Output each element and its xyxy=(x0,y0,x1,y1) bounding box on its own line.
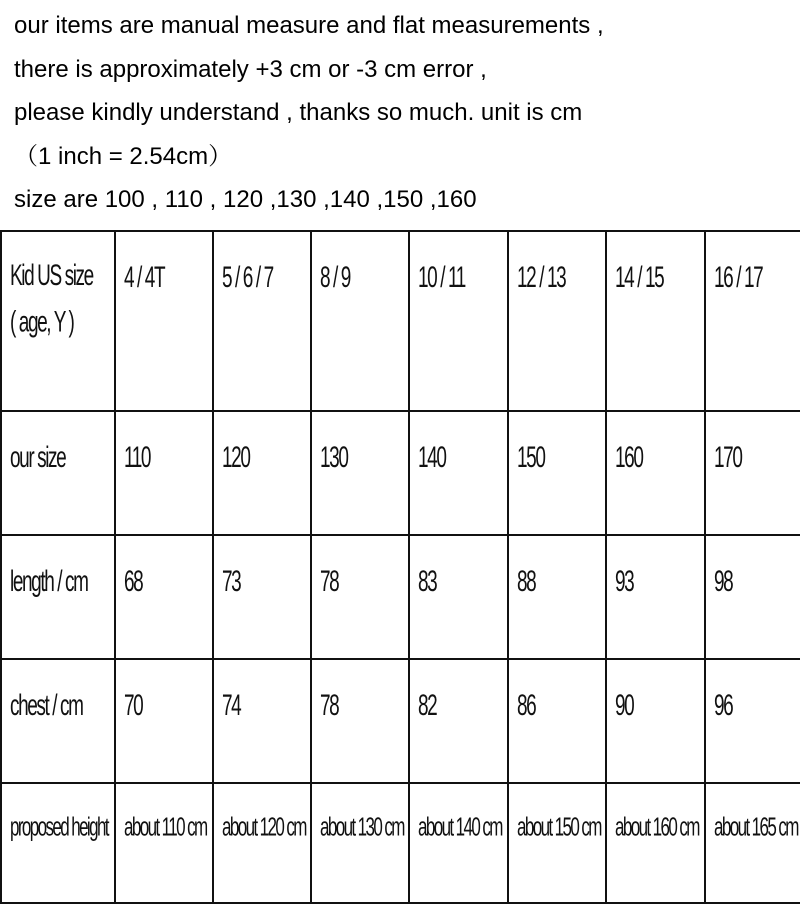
table-cell xyxy=(115,783,213,903)
table-cell xyxy=(311,659,409,783)
table-cell xyxy=(606,411,705,535)
row-label-cell xyxy=(1,535,115,659)
header-size-text: 8 / 9 xyxy=(320,262,350,295)
cell-value: 120 xyxy=(222,442,250,475)
table-cell xyxy=(115,659,213,783)
header-size-text: 16 / 17 xyxy=(714,262,763,295)
row-label-cell xyxy=(1,783,115,903)
table-cell xyxy=(115,411,213,535)
cell-value: 78 xyxy=(320,566,339,599)
cell-value: about 160 cm xyxy=(615,812,699,842)
cell-value: 82 xyxy=(418,690,437,723)
table-cell xyxy=(311,535,409,659)
header-size-text: 10 / 11 xyxy=(418,262,465,295)
row-label: length / cm xyxy=(10,566,88,599)
header-cell-size xyxy=(213,231,311,411)
table-cell xyxy=(508,411,606,535)
table-cell xyxy=(409,411,508,535)
table-cell xyxy=(508,535,606,659)
cell-value: about 140 cm xyxy=(418,812,502,842)
header-size-text: 4 / 4T xyxy=(124,262,165,295)
cell-value: about 150 cm xyxy=(517,812,601,842)
table-row-proposed-height xyxy=(1,783,800,903)
header-size-text: 12 / 13 xyxy=(517,262,566,295)
cell-value: 110 xyxy=(124,442,151,475)
header-cell-size xyxy=(705,231,800,411)
header-cell-size xyxy=(508,231,606,411)
header-cell-size xyxy=(606,231,705,411)
cell-value: about 120 cm xyxy=(222,812,306,842)
cell-value: 93 xyxy=(615,566,634,599)
table-cell xyxy=(508,783,606,903)
note-line-error-margin: there is approximately +3 cm or -3 cm error , xyxy=(14,55,487,83)
table-cell xyxy=(705,411,800,535)
cell-value: 86 xyxy=(517,690,536,723)
cell-value: 74 xyxy=(222,690,241,723)
table-cell xyxy=(606,783,705,903)
table-row-length xyxy=(1,535,800,659)
note-line-inch-conversion: （1 inch = 2.54cm） xyxy=(14,142,233,170)
table-cell xyxy=(508,659,606,783)
header-cell-size xyxy=(311,231,409,411)
row-label: chest / cm xyxy=(10,690,83,723)
header-cell-size xyxy=(115,231,213,411)
cell-value: 78 xyxy=(320,690,339,723)
cell-value: 140 xyxy=(418,442,446,475)
note-line-unit: please kindly understand , thanks so much. unit is cm xyxy=(14,99,583,126)
table-cell xyxy=(311,783,409,903)
cell-value: 96 xyxy=(714,690,733,723)
table-cell xyxy=(409,783,508,903)
cell-value: 90 xyxy=(615,690,634,723)
header-size-text: 5 / 6 / 7 xyxy=(222,262,273,295)
cell-value: about 165 cm xyxy=(714,812,798,842)
table-cell xyxy=(606,535,705,659)
table-cell xyxy=(705,659,800,783)
cell-value: 160 xyxy=(615,442,643,475)
table-header-row xyxy=(1,231,800,411)
table-cell xyxy=(705,535,800,659)
table-cell xyxy=(213,783,311,903)
cell-value: about 130 cm xyxy=(320,812,404,842)
table-cell xyxy=(409,659,508,783)
note-line-manual-measure: our items are manual measure and flat measurements , xyxy=(14,12,604,39)
cell-value: 70 xyxy=(124,690,143,723)
header-label-line2: ( age, Y ) xyxy=(10,306,74,340)
header-label-line1: Kid US size xyxy=(10,260,93,293)
table-cell xyxy=(606,659,705,783)
table-cell xyxy=(213,411,311,535)
header-cell-kid-us-size xyxy=(1,231,115,411)
cell-value: 130 xyxy=(320,442,348,475)
cell-value: 73 xyxy=(222,566,241,599)
measurement-notes xyxy=(14,4,794,222)
cell-value: about 110 cm xyxy=(124,812,207,842)
cell-value: 150 xyxy=(517,442,545,475)
row-label-cell xyxy=(1,659,115,783)
table-row-our-size xyxy=(1,411,800,535)
cell-value: 98 xyxy=(714,566,733,599)
cell-value: 68 xyxy=(124,566,143,599)
cell-value: 83 xyxy=(418,566,437,599)
table-cell xyxy=(213,659,311,783)
cell-value: 170 xyxy=(714,442,742,475)
header-cell-size xyxy=(409,231,508,411)
row-label: our size xyxy=(10,442,66,475)
note-line-available-sizes: size are 100 , 110 , 120 ,130 ,140 ,150 ,160 xyxy=(14,186,477,213)
table-cell xyxy=(115,535,213,659)
table-row-chest xyxy=(1,659,800,783)
row-label: proposed height xyxy=(10,812,108,842)
size-chart-table xyxy=(0,230,800,904)
table-cell xyxy=(409,535,508,659)
table-cell xyxy=(311,411,409,535)
row-label-cell xyxy=(1,411,115,535)
header-size-text: 14 / 15 xyxy=(615,262,664,295)
table-cell xyxy=(705,783,800,903)
cell-value: 88 xyxy=(517,566,536,599)
table-cell xyxy=(213,535,311,659)
